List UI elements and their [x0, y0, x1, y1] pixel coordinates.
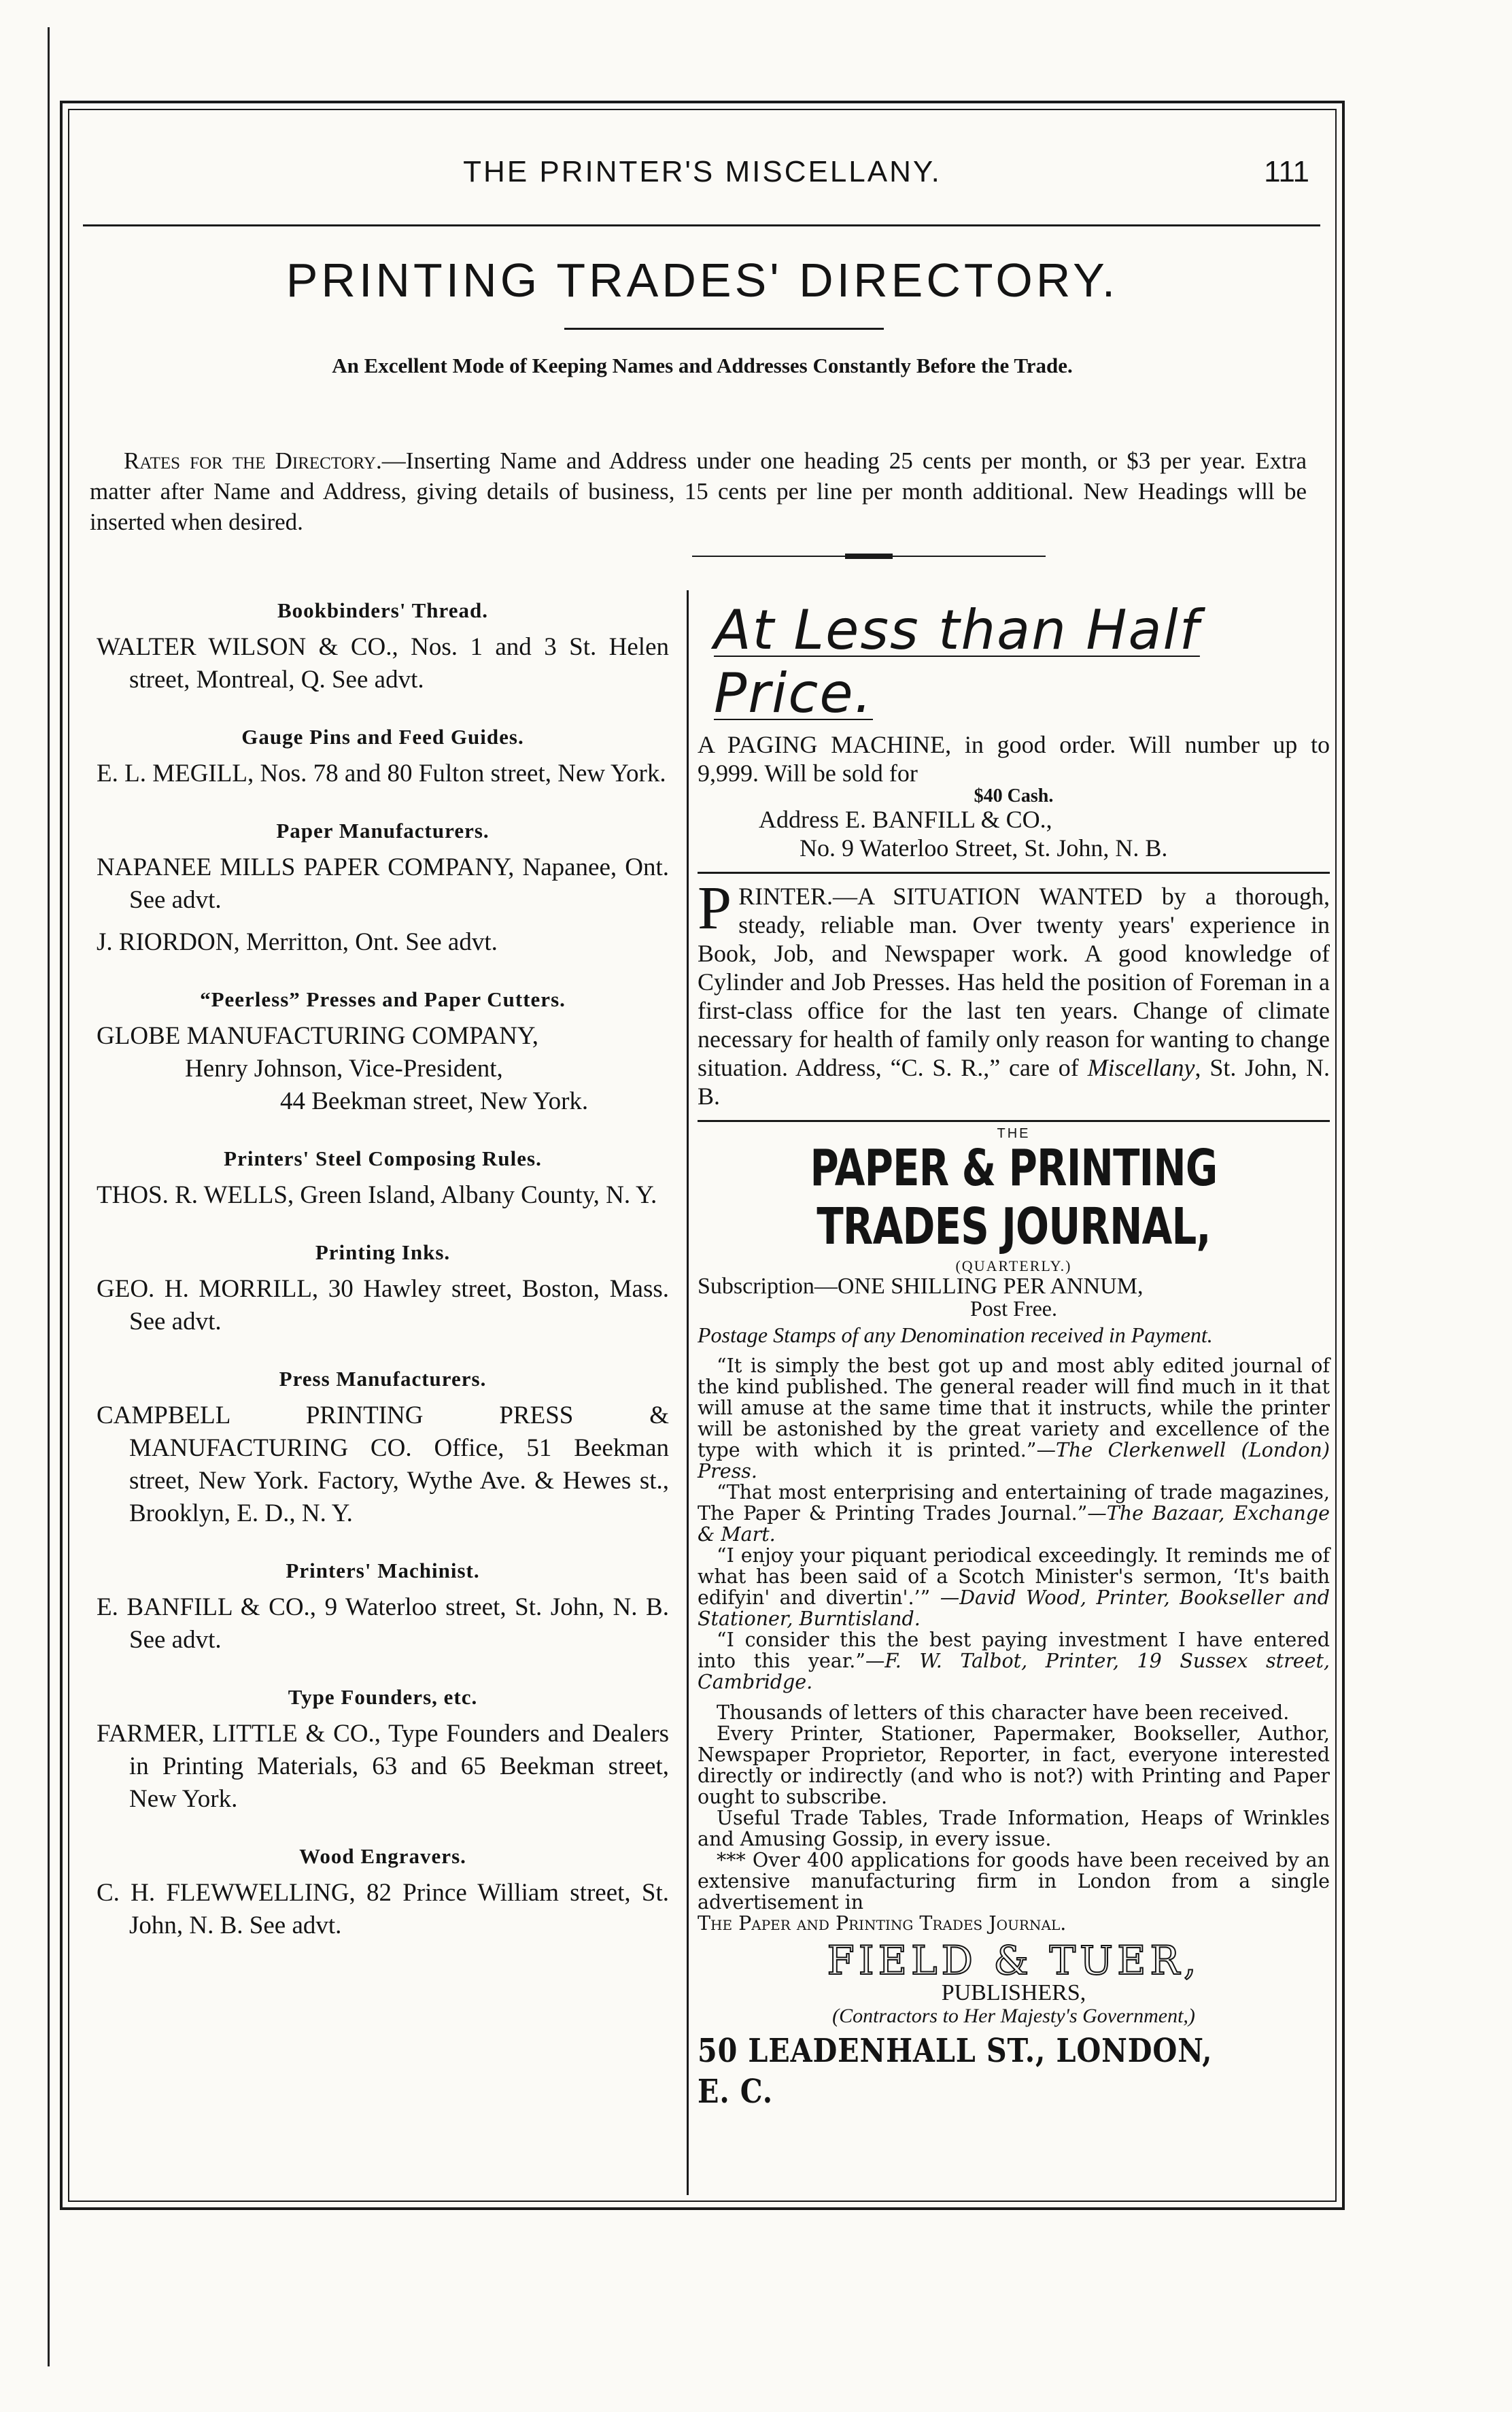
- heading-wood-engravers: Wood Engravers.: [299, 1844, 466, 1868]
- directory-listings: [97, 598, 669, 1971]
- heading-printing-inks: Printing Inks.: [315, 1240, 451, 1264]
- quote-3-source: —David Wood, Printer, Bookseller and Stationer, Burntisland.: [698, 1586, 1330, 1630]
- heading-bookbinders-thread: Bookbinders' Thread.: [277, 598, 488, 622]
- publishers: PUBLISHERS,: [941, 1980, 1086, 2005]
- quote-1-text: “It is simply the best got up and most ably edited journal of the kind published. The general reader will find much in it that will amuse at the same time that it instructs, while the printer will be astonished by the great variety and excellence of the type with which it is printed.”—: [698, 1355, 1330, 1461]
- globe-line-2: Henry Johnson, Vice-President,: [185, 1055, 503, 1083]
- quote-2-text: “That most enterprising and entertaining of trade magazines, The Paper & Printing Trades Journal.”—: [698, 1481, 1330, 1525]
- quote-3-text: “I enjoy your piquant periodical exceedingly. It reminds me of what has been said of a Scotch Minister's sermon, ‘It's baith edifyin' and divertin'.’”: [698, 1544, 1330, 1609]
- half-price-price: $40 Cash.: [974, 785, 1054, 806]
- advertisements-column: [698, 597, 1330, 2112]
- running-title: THE PRINTER'S MISCELLANY.: [463, 155, 942, 188]
- rates-lead: Rates for the Directory.: [124, 447, 382, 474]
- quote-2-source: The Bazaar, Exchange & Mart.: [698, 1502, 1330, 1546]
- ad-rule-1: [698, 872, 1330, 874]
- journal-title: PAPER & PRINTING TRADES JOURNAL,: [810, 1139, 1218, 1256]
- situation-text: [698, 874, 1330, 1110]
- situation-wanted-ad: [698, 874, 1330, 1110]
- half-price-line1: A PAGING MACHINE, in good order. Will number up to 9,999. Will be sold for: [698, 731, 1330, 787]
- entry-morrill: GEO. H. MORRILL, 30 Hawley street, Boston, Mass. See advt.: [97, 1275, 669, 1336]
- situation-text-head: RINTER.—A SITUATION WANTED by a thorough, steady, reliable man. Over twenty years' experience in Book, Job, and Newspaper work. A good knowledge of Cylinder and Job Presses. Has held the position of Foreman in a first-class office for the last ten years. Change of climate necessary for health of family only reason for wanting to change situation. Address, “C. S. R.,” care of: [698, 883, 1330, 1081]
- entry-flewwelling: C. H. FLEWWELLING, 82 Prince William street, St. John, N. B. See advt.: [97, 1879, 669, 1939]
- directory-subtitle: An Excellent Mode of Keeping Names and Addresses Constantly Before the Trade.: [332, 354, 1073, 377]
- entry-farmer-little: FARMER, LITTLE & CO., Type Founders and Dealers in Printing Materials, 63 and 65 Beekman street, New York.: [97, 1720, 669, 1813]
- heading-press-manufacturers: Press Manufacturers.: [279, 1367, 487, 1391]
- journal-subscription: Subscription—ONE SHILLING PER ANNUM,: [698, 1274, 1144, 1299]
- heading-printers-machinist: Printers' Machinist.: [286, 1559, 480, 1582]
- journal-every: Every Printer, Stationer, Papermaker, Bookseller, Author, Newspaper Proprietor, Reporter, in fact, everyone interested directly or indirectly (and who is not?) with Printing and Paper ought to subscribe.: [698, 1722, 1330, 1808]
- column-divider: [687, 590, 689, 2195]
- globe-line-1: GLOBE MANUFACTURING COMPANY,: [97, 1022, 538, 1050]
- rates-paragraph: [90, 445, 1307, 537]
- directory-title: PRINTING TRADES' DIRECTORY.: [286, 254, 1119, 307]
- header-rule: [83, 224, 1320, 226]
- journal-name: The Paper and Printing Trades Journal.: [698, 1912, 1067, 1935]
- page-number: 111: [1264, 155, 1309, 188]
- entry-walter-wilson: WALTER WILSON & CO., Nos. 1 and 3 St. Helen street, Montreal, Q. See advt.: [97, 633, 669, 694]
- ad-rule-2: [698, 1120, 1330, 1122]
- journal-quote-3: [698, 1545, 1330, 1629]
- globe-line-3: 44 Beekman street, New York.: [280, 1087, 589, 1115]
- journal-useful: Useful Trade Tables, Trade Information, Heaps of Wrinkles and Amusing Gossip, in every issue.: [698, 1807, 1330, 1850]
- journal-quarterly: (QUARTERLY.): [955, 1257, 1072, 1274]
- situation-dropcap: P: [698, 874, 732, 942]
- situation-text-tail: , St. John, N. B.: [698, 1054, 1330, 1110]
- heading-paper-manufacturers: Paper Manufacturers.: [276, 819, 489, 843]
- heading-type-founders: Type Founders, etc.: [288, 1685, 478, 1709]
- entry-napanee-mills: NAPANEE MILLS PAPER COMPANY, Napanee, Ont. See advt.: [97, 853, 669, 914]
- rates-text: —Inserting Name and Address under one heading 25 cents per month, or $3 per year. Extra matter after Name and Address, giving details of business, 15 cents per line per month additional. New Headings wlll be inserted when desired.: [90, 447, 1307, 535]
- heading-peerless-presses: “Peerless” Presses and Paper Cutters.: [200, 987, 566, 1011]
- half-price-ad: [698, 598, 1330, 862]
- quote-4-text: “I consider this the best paying investment I have entered into this year.”—: [698, 1629, 1330, 1672]
- entry-globe-manufacturing: [97, 1020, 669, 1118]
- quote-4-source: F. W. Talbot, Printer, 19 Sussex street, Cambridge.: [698, 1650, 1330, 1693]
- quote-1-source: The Clerkenwell (London) Press.: [698, 1439, 1330, 1482]
- heading-gauge-pins: Gauge Pins and Feed Guides.: [241, 725, 524, 749]
- scan-edge-line: [48, 27, 50, 2366]
- half-price-title: At Less than Half Price.: [714, 598, 1200, 725]
- journal-ad: [698, 1126, 1330, 2112]
- entry-megill: E. L. MEGILL, Nos. 78 and 80 Fulton street, New York.: [97, 760, 666, 787]
- journal-address: 50 LEADENHALL ST., LONDON, E. C.: [698, 2032, 1213, 2111]
- title-short-rule: [564, 328, 884, 330]
- entry-thos-wells: THOS. R. WELLS, Green Island, Albany County, N. Y.: [97, 1181, 657, 1209]
- journal-quote-4: [698, 1629, 1330, 1693]
- entry-riordon: J. RIORDON, Merritton, Ont. See advt.: [97, 928, 498, 956]
- journal-applications: *** Over 400 applications for goods have been received by an extensive manufacturing firm in London from a single advertisement in: [698, 1849, 1330, 1914]
- journal-thousands: Thousands of letters of this character have been received.: [717, 1701, 1290, 1724]
- situation-text-italic: Miscellany: [1087, 1054, 1195, 1081]
- running-head: [82, 155, 1323, 203]
- journal-the: THE: [997, 1126, 1031, 1141]
- half-price-address2: No. 9 Waterloo Street, St. John, N. B.: [800, 834, 1168, 862]
- field-tuer: FIELD & TUER,: [827, 1937, 1201, 1984]
- ornament-rule: [692, 554, 1046, 559]
- journal-quote-2: [698, 1482, 1330, 1545]
- entry-campbell-press: CAMPBELL PRINTING PRESS & MANUFACTURING CO. Office, 51 Beekman street, New York. Factory, Wythe Ave. & Hewes st., Brooklyn, E. D., N. Y.: [97, 1402, 669, 1527]
- half-price-address: Address E. BANFILL & CO.,: [759, 806, 1052, 833]
- journal-postage: Postage Stamps of any Denomination received in Payment.: [698, 1323, 1213, 1347]
- journal-quote-1: [698, 1355, 1330, 1482]
- contractors: (Contractors to Her Majesty's Government,): [832, 2005, 1195, 2027]
- heading-composing-rules: Printers' Steel Composing Rules.: [224, 1146, 542, 1170]
- journal-post-free: Post Free.: [970, 1296, 1057, 1321]
- entry-banfill: E. BANFILL & CO., 9 Waterloo street, St. John, N. B. See advt.: [97, 1593, 669, 1654]
